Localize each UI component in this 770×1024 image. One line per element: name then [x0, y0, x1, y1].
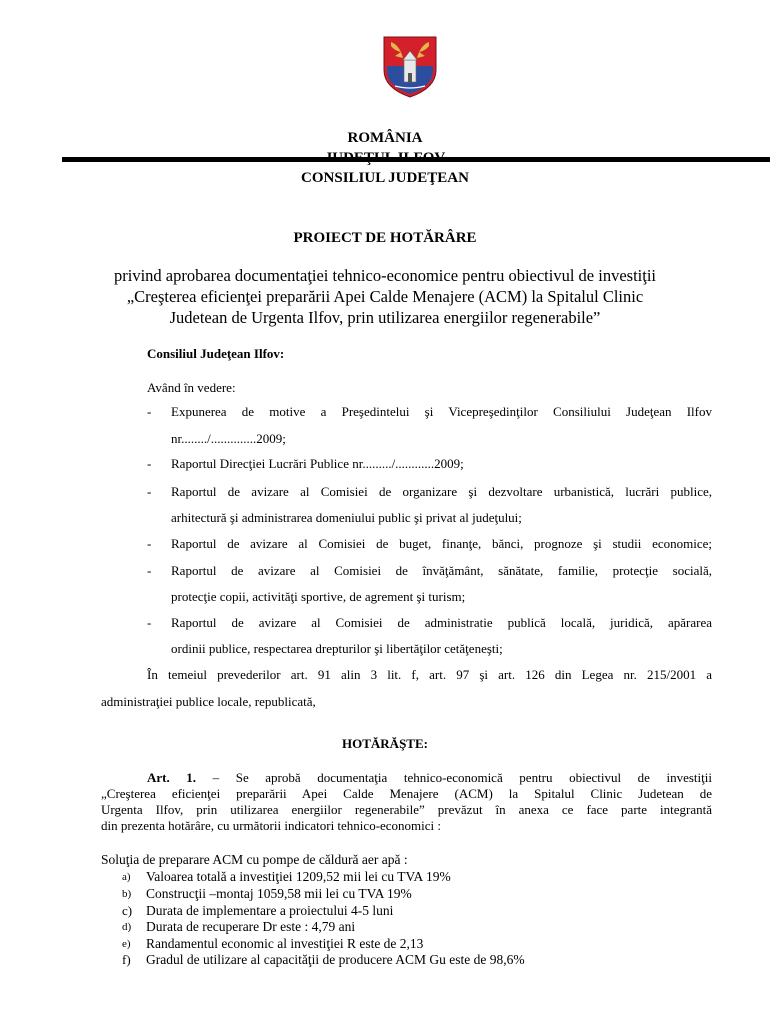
consideration-text: Expunerea de motive a Preşedintelui şi Vicepreşedinţilor Consiliului Judeţean Ilfov — [171, 404, 712, 419]
list-dash: - — [147, 484, 152, 499]
document-title: PROIECT DE HOTĂRÂRE — [293, 230, 477, 246]
article-1-label: Art. 1. — [147, 770, 197, 785]
consideration-text: Raportul de avizare al Comisiei de învăţământ, sănătate, familie, protecţie socială, — [171, 563, 712, 578]
list-dash: - — [147, 615, 152, 630]
header-rule — [62, 157, 770, 162]
legal-basis-line-1: În temeiul prevederilor art. 91 alin 3 lit. f, art. 97 şi art. 126 din Legea nr. 215/2001 a — [147, 667, 712, 682]
indicator-label: f) — [122, 952, 131, 967]
header-council: CONSILIUL JUDEŢEAN — [301, 170, 469, 186]
header-country: ROMÂNIA — [347, 130, 423, 146]
indicator-text: Valoarea totală a investiţiei 1209,52 mii lei cu TVA 19% — [146, 869, 451, 884]
subject-line-3: Judetean de Urgenta Ilfov, prin utilizarea energiilor regenerabile” — [169, 308, 601, 327]
indicator-label: b) — [122, 888, 132, 900]
consideration-text: protecţie copii, activităţi sportive, de agrement şi turism; — [171, 589, 466, 604]
consideration-text: nr......../..............2009; — [171, 431, 286, 446]
consideration-text: Raportul de avizare al Comisiei de buget, finanţe, bănci, prognoze şi studii economice; — [171, 536, 712, 551]
county-coat-of-arms — [383, 36, 437, 98]
indicator-label: c) — [122, 903, 133, 918]
indicator-label: a) — [122, 871, 131, 883]
list-dash: - — [147, 456, 152, 471]
article-1-line-2: „Creşterea eficienţei preparării Apei Calde Menajere (ACM) la Spitalul Clinic Judetean de — [101, 786, 712, 801]
indicator-text: Gradul de utilizare al capacităţii de producere ACM Gu este de 98,6% — [146, 952, 525, 967]
list-dash: - — [147, 404, 152, 419]
legal-basis-line-2: administraţiei publice locale, republicată, — [101, 694, 316, 709]
article-1-line-1 — [147, 770, 712, 786]
consideration-text: ordinii publice, respectarea drepturilor şi libertăţilor cetăţeneşti; — [171, 641, 503, 656]
article-1-line-4: din prezenta hotărâre, cu următorii indicatori tehnico-economici : — [101, 818, 442, 833]
subject-line-2: „Creşterea eficienţei preparării Apei Calde Menajere (ACM) la Spitalul Clinic — [126, 287, 644, 306]
article-1-line-3: Urgenta Ilfov, prin utilizarea energiilor regenerabile” prevăzut în anexa ce face parte integrantă — [101, 802, 712, 817]
consideration-text: arhitectură şi administrarea domeniului public şi privat al judeţului; — [171, 510, 522, 525]
list-dash: - — [147, 563, 152, 578]
decides-heading: HOTĂRĂŞTE: — [342, 736, 428, 751]
indicator-label: e) — [122, 938, 131, 950]
consideration-text: Raportul Direcţiei Lucrări Publice nr........./............2009; — [171, 456, 464, 471]
indicator-text: Randamentul economic al investiţiei R este de 2,13 — [146, 936, 424, 951]
subject-line-1: privind aprobarea documentaţiei tehnico-economice pentru obiectivul de investiţii — [113, 266, 657, 285]
indicator-label: d) — [122, 921, 132, 933]
indicator-text: Construcţii –montaj 1059,58 mii lei cu TVA 19% — [146, 886, 412, 901]
list-dash: - — [147, 536, 152, 551]
solution-intro: Soluţia de preparare ACM cu pompe de căldură aer apă : — [101, 852, 408, 867]
issuer: Consiliul Judeţean Ilfov: — [147, 346, 285, 361]
consideration-text: Raportul de avizare al Comisiei de organizare şi dezvoltare urbanistică, lucrări publice, — [171, 484, 712, 499]
indicator-text: Durata de recuperare Dr este : 4,79 ani — [146, 919, 356, 934]
considering-label: Având în vedere: — [147, 380, 236, 395]
indicator-text: Durata de implementare a proiectului 4-5 luni — [146, 903, 394, 918]
article-1-text: – Se aprobă documentaţia tehnico-economică pentru obiectivul de investiţii — [196, 770, 712, 785]
consideration-text: Raportul de avizare al Comisiei de administratie publică locală, juridică, apărarea — [171, 615, 712, 630]
